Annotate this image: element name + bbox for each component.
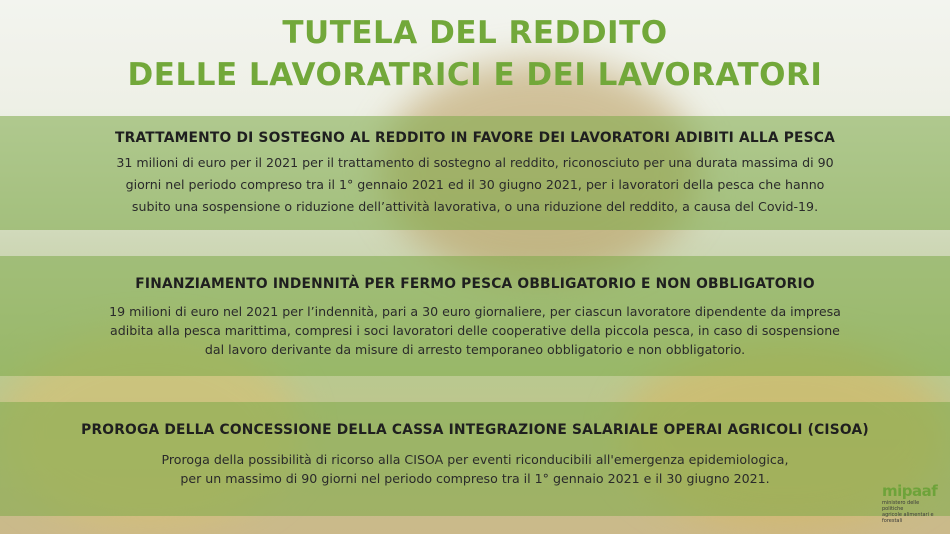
body-line: giorni nel periodo compreso tra il 1° gennaio 2021 ed il 30 giugno 2021, per i lavoratori della pesca che hanno xyxy=(125,177,825,192)
section-cisoa-extension xyxy=(0,422,950,488)
body-line: per un massimo di 90 giorni nel periodo compreso tra il 1° gennaio 2021 e il 30 giugno 2021. xyxy=(180,471,770,486)
section-heading: TRATTAMENTO DI SOSTEGNO AL REDDITO IN FAVORE DEI LAVORATORI ADIBITI ALLA PESCA xyxy=(115,130,835,146)
section-body xyxy=(0,450,950,488)
section-fishing-ban-allowance xyxy=(0,276,950,359)
section-fishing-support xyxy=(0,130,950,218)
section-heading: PROROGA DELLA CONCESSIONE DELLA CASSA INTEGRAZIONE SALARIALE OPERAI AGRICOLI (CISOA) xyxy=(81,422,869,438)
body-line: subito una sospensione o riduzione dell’attività lavorativa, o una riduzione del reddito, a causa del Covid-19. xyxy=(131,199,819,214)
body-line: dal lavoro derivante da misure di arresto temporaneo obbligatorio e non obbligatorio. xyxy=(204,342,746,357)
mipaaf-logo xyxy=(882,482,940,524)
section-heading: FINANZIAMENTO INDENNITÀ PER FERMO PESCA OBBLIGATORIO E NON OBBLIGATORIO xyxy=(135,276,815,292)
body-line: Proroga della possibilità di ricorso alla CISOA per eventi riconducibili all'emergenza epidemiologica, xyxy=(161,452,789,467)
body-line: 31 milioni di euro per il 2021 per il trattamento di sostegno al reddito, riconosciuto per una durata massima di 90 xyxy=(116,155,834,170)
title-line-1: TUTELA DEL REDDITO xyxy=(282,15,668,51)
section-body xyxy=(0,302,950,359)
page-title xyxy=(0,12,950,96)
logo-subtitle-1: ministero delle politiche xyxy=(882,500,920,512)
logo-subtitle-2: agricole alimentari e forestali xyxy=(882,512,934,524)
body-line: 19 milioni di euro nel 2021 per l’indennità, pari a 30 euro giornaliere, per ciascun lavoratore dipendente da impresa xyxy=(109,304,841,319)
title-line-2: DELLE LAVORATRICI E DEI LAVORATORI xyxy=(127,57,823,93)
logo-wordmark: mipaaf xyxy=(882,482,938,500)
body-line: adibita alla pesca marittima, compresi i soci lavoratori delle cooperative della piccola pesca, in caso di sospensione xyxy=(110,323,840,338)
section-body xyxy=(0,152,950,218)
